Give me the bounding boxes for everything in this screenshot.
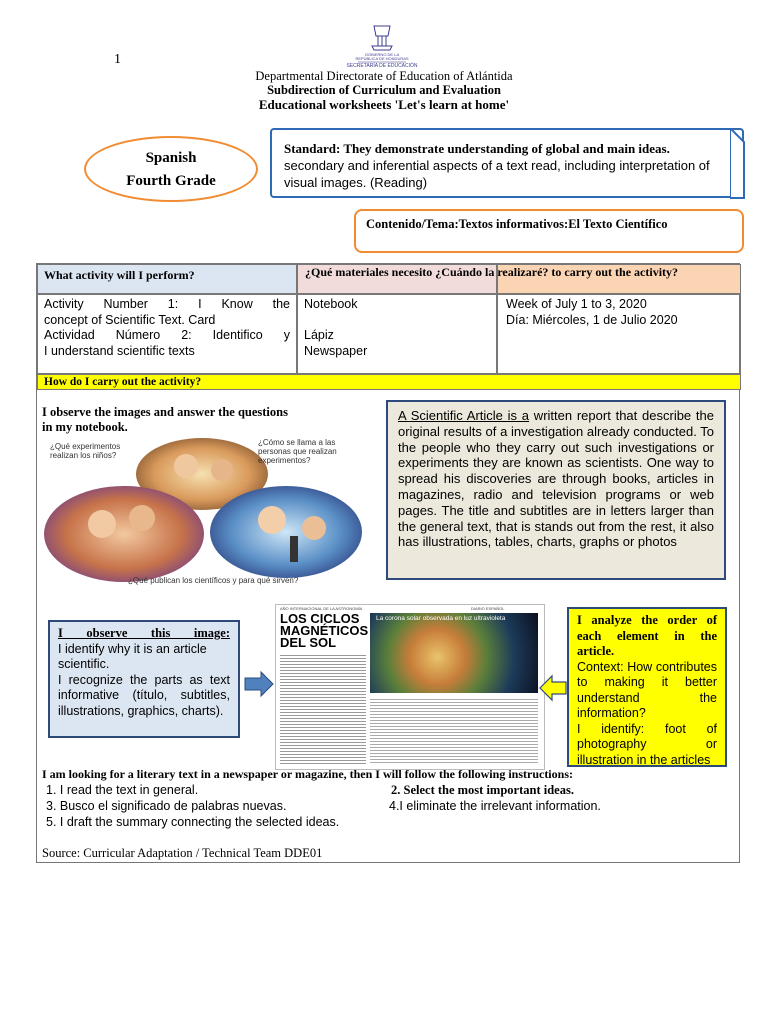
caption-question-3: ¿Qué publican los científicos y para qué sirven? <box>128 576 299 585</box>
when-line-1: Week of July 1 to 3, 2020 <box>506 297 647 311</box>
table-cell-when <box>497 294 741 374</box>
newspaper-body-text <box>370 697 538 765</box>
step-1: 1. I read the text in general. <box>46 783 199 797</box>
source-note: Source: Curricular Adaptation / Technical Team DDE01 <box>42 846 323 860</box>
analyze-line-1: Context: How contributes to making it better understand the information? <box>577 659 717 720</box>
analyze-box <box>567 607 727 767</box>
observe-line-2: in my notebook. <box>42 420 128 434</box>
material-line-3: Lápiz <box>304 328 334 343</box>
newspaper-kicker: AÑO INTERNACIONAL DE LA ASTRONOMÍA <box>280 606 363 611</box>
when-line-2: Día: Miércoles, 1 de Julio 2020 <box>506 312 678 327</box>
arrow-right-icon <box>243 670 275 698</box>
page-number: 1 <box>114 52 121 67</box>
svg-text:REPÚBLICA DE HONDURAS: REPÚBLICA DE HONDURAS <box>355 56 409 61</box>
header-subdirection: Subdirection of Curriculum and Evaluation <box>267 83 501 97</box>
material-line-2 <box>304 313 490 329</box>
step-2: 2. Select the most important ideas. <box>391 783 574 797</box>
seal-caption: SECRETARÍA DE EDUCACIÓN <box>346 63 418 69</box>
activity-line-2: concept of Scientific Text. Card <box>44 312 216 327</box>
svg-text:GOBIERNO DE LA: GOBIERNO DE LA <box>364 52 400 57</box>
activity-line-4: I understand scientific texts <box>44 343 195 358</box>
newspaper-dateline: DIARIO ESPAÑOL <box>471 606 505 611</box>
step-3: 3. Busco el significado de palabras nuevas. <box>46 799 287 813</box>
observe-line-1: I observe the images and answer the questions <box>42 405 288 419</box>
observe-image-title: I observe this image: <box>58 626 230 640</box>
header-directorate: Departmental Directorate of Education of Atlántida <box>255 69 513 83</box>
newspaper-sun-photo <box>370 613 538 693</box>
observe-image-box <box>48 620 240 738</box>
table-header-materials-text: ¿Qué materiales necesito ¿Cuándo la realizaré? to carry out the activity? <box>305 265 679 279</box>
observe-image-line-1: I identify why it is an article scientific. <box>58 641 207 672</box>
table-cell-activities <box>37 294 297 374</box>
scientific-article-box <box>386 400 726 580</box>
table-cell-materials <box>297 294 497 374</box>
scientific-article-term: A Scientific Article is a <box>398 408 530 423</box>
material-line-1: Notebook <box>304 297 358 311</box>
standard-text: secondary and inferential aspects of a text read, including interpretation of visual images. (Reading) <box>284 158 710 190</box>
how-header: How do I carry out the activity? <box>37 374 741 390</box>
caption-question-2: ¿Cómo se llama a las personas que realizan experimentos? <box>258 438 337 465</box>
caption-question-1: ¿Qué experimentos realizan los niños? <box>50 442 121 460</box>
grade-name: Fourth Grade <box>126 173 216 189</box>
content-topic: Contenido/Tema:Textos informativos:El Texto Científico <box>366 217 668 231</box>
material-line-4: Newspaper <box>304 343 368 358</box>
government-seal-icon <box>352 22 412 66</box>
activity-line-1: Activity Number 1: I Know the <box>44 297 290 311</box>
instructions-title: I am looking for a literary text in a newspaper or magazine, then I will follow the following instructions: <box>42 767 573 781</box>
newspaper-photo-title: La corona solar observada en luz ultravioleta <box>376 615 506 622</box>
newspaper-article-image <box>275 604 545 770</box>
standard-title: Standard: They demonstrate understanding of global and main ideas. <box>284 141 670 156</box>
newspaper-headline: LOS CICLOS MAGNÉTICOS DEL SOL <box>280 611 369 650</box>
observe-image-line-2: I recognize the parts as text informative (título, subtitles, illustrations, graphics, charts). <box>58 672 230 718</box>
observe-instruction <box>42 405 342 435</box>
step-5: 5. I draft the summary connecting the selected ideas. <box>46 815 340 829</box>
arrow-left-icon <box>538 674 568 702</box>
content-topic-box <box>354 209 744 253</box>
table-header-materials-when <box>305 265 739 279</box>
newspaper-text-column <box>280 653 366 765</box>
analyze-line-2: I identify: foot of photography or illustration in the articles <box>577 721 717 767</box>
header-worksheets: Educational worksheets 'Let's learn at home' <box>258 97 510 112</box>
subject-oval <box>84 136 258 202</box>
step-4: 4.I eliminate the irrelevant information. <box>389 799 601 813</box>
standard-box <box>270 128 744 198</box>
table-header-activity: What activity will I perform? <box>37 264 297 294</box>
box-tab-shape <box>730 128 750 200</box>
scientific-article-definition: written report that describe the original results of a investigation already conducted. To the people who they carry out such investigations or experiments they are known as scientists. One way to spread his discoveries are through books, articles in magazines, radio and television programs or web pages. The title and subtitles are in letters larger than the general text, that is stands out from the rest, it also has illustrations, tables, charts, graphs or photos <box>398 408 714 550</box>
analyze-title: I analyze the order of each element in the article. <box>577 613 717 658</box>
subject-name: Spanish <box>145 150 197 166</box>
activity-line-3: Actividad Número 2: Identifico y <box>44 328 290 343</box>
